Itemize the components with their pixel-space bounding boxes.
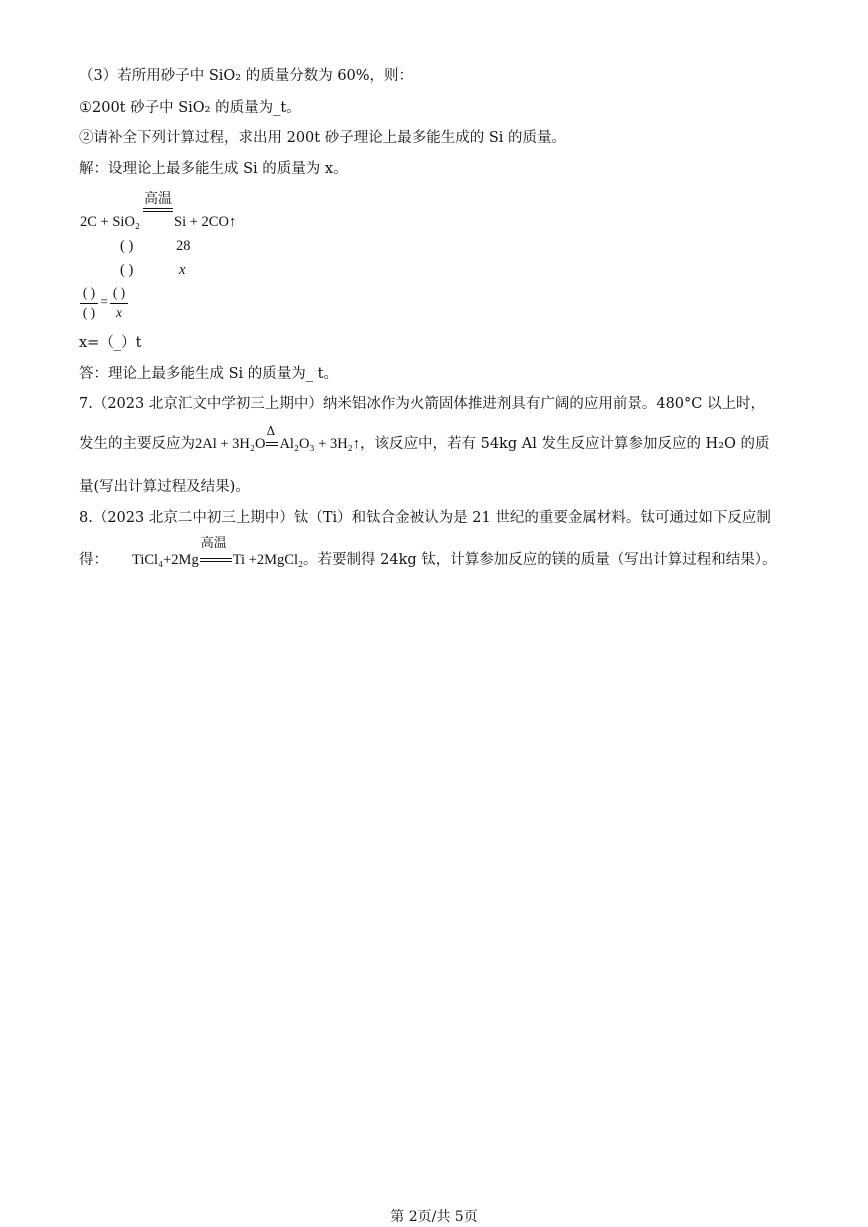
q3-frac1-num: ( ) <box>82 285 96 300</box>
q3-sub1: ①200t 砂子中 SiO₂ 的质量为_t。 <box>79 100 301 116</box>
q8-line2-post: 。若要制得 24kg 钛，计算参加反应的镁的质量（写出计算过程和结果）。 <box>303 552 777 568</box>
q3-equation-left: 2C + SiO₂ <box>80 214 140 230</box>
q8-condition: 高温 <box>200 536 227 551</box>
q3-frac-equals: = <box>100 294 108 309</box>
q7-equation-right: Al₂O₃ + 3H₂↑ <box>279 436 360 452</box>
q7-line2 <box>79 424 799 454</box>
q3-frac1-den: ( ) <box>82 305 96 320</box>
q7-condition: Δ <box>266 424 276 438</box>
q8-line2 <box>79 536 777 570</box>
q8-equation-right: Ti +2MgCl₂ <box>232 552 304 568</box>
q8-line1: 8.（2023 北京二中初三上期中）钛（Ti）和钛合金被认为是 21 世纪的重要金属材料。钛可通过如下反应制 <box>79 510 771 526</box>
q7-line1: 7.（2023 北京汇文中学初三上期中）纳米铝冰作为火箭固体推进剂具有广阔的应用前景。480°C 以上时， <box>79 396 765 412</box>
q3-row1-left: ( ) <box>120 238 134 254</box>
q3-condition: 高温 <box>144 191 172 207</box>
q3-x-result: x=（_）t <box>79 335 142 351</box>
q8-arrow <box>199 536 233 570</box>
q3-frac2-den: x <box>116 305 122 320</box>
page-footer: 第 2页/共 5页 <box>390 1209 478 1225</box>
q8-double-bar <box>200 558 232 562</box>
q8-line2-pre: 得： <box>79 552 108 568</box>
q3-solve: 解：设理论上最多能生成 Si 的质量为 x。 <box>79 161 348 177</box>
q3-intro: （3）若所用砂子中 SiO₂ 的质量分数为 60%，则： <box>79 68 414 84</box>
q7-line2-post: ，该反应中，若有 54kg Al 发生反应计算参加反应的 H₂O 的质 <box>359 436 770 452</box>
q3-row2-left: ( ) <box>120 262 134 278</box>
q3-row1-right: 28 <box>176 238 191 254</box>
q3-row2-right: x <box>179 262 186 278</box>
q3-frac2-num: ( ) <box>112 285 126 300</box>
q7-equation-left: 2Al + 3H₂O <box>195 436 266 452</box>
q3-answer: 答：理论上最多能生成 Si 的质量为_ t。 <box>79 366 338 382</box>
q3-frac2-bar <box>110 303 128 304</box>
q7-arrow <box>265 424 279 454</box>
q7-line2-pre: 发生的主要反应为 <box>79 436 195 452</box>
q7-line3: 量(写出计算过程及结果)。 <box>79 479 250 495</box>
q3-sub2: ②请补全下列计算过程，求出用 200t 砂子理论上最多能生成的 Si 的质量。 <box>79 130 567 146</box>
q8-equation-left: TiCl₄+2Mg <box>132 552 199 568</box>
q3-double-bar <box>143 208 173 212</box>
q3-frac1-bar <box>80 303 98 304</box>
q7-double-bar <box>266 442 278 446</box>
q3-equation-right: Si + 2CO↑ <box>174 214 237 230</box>
